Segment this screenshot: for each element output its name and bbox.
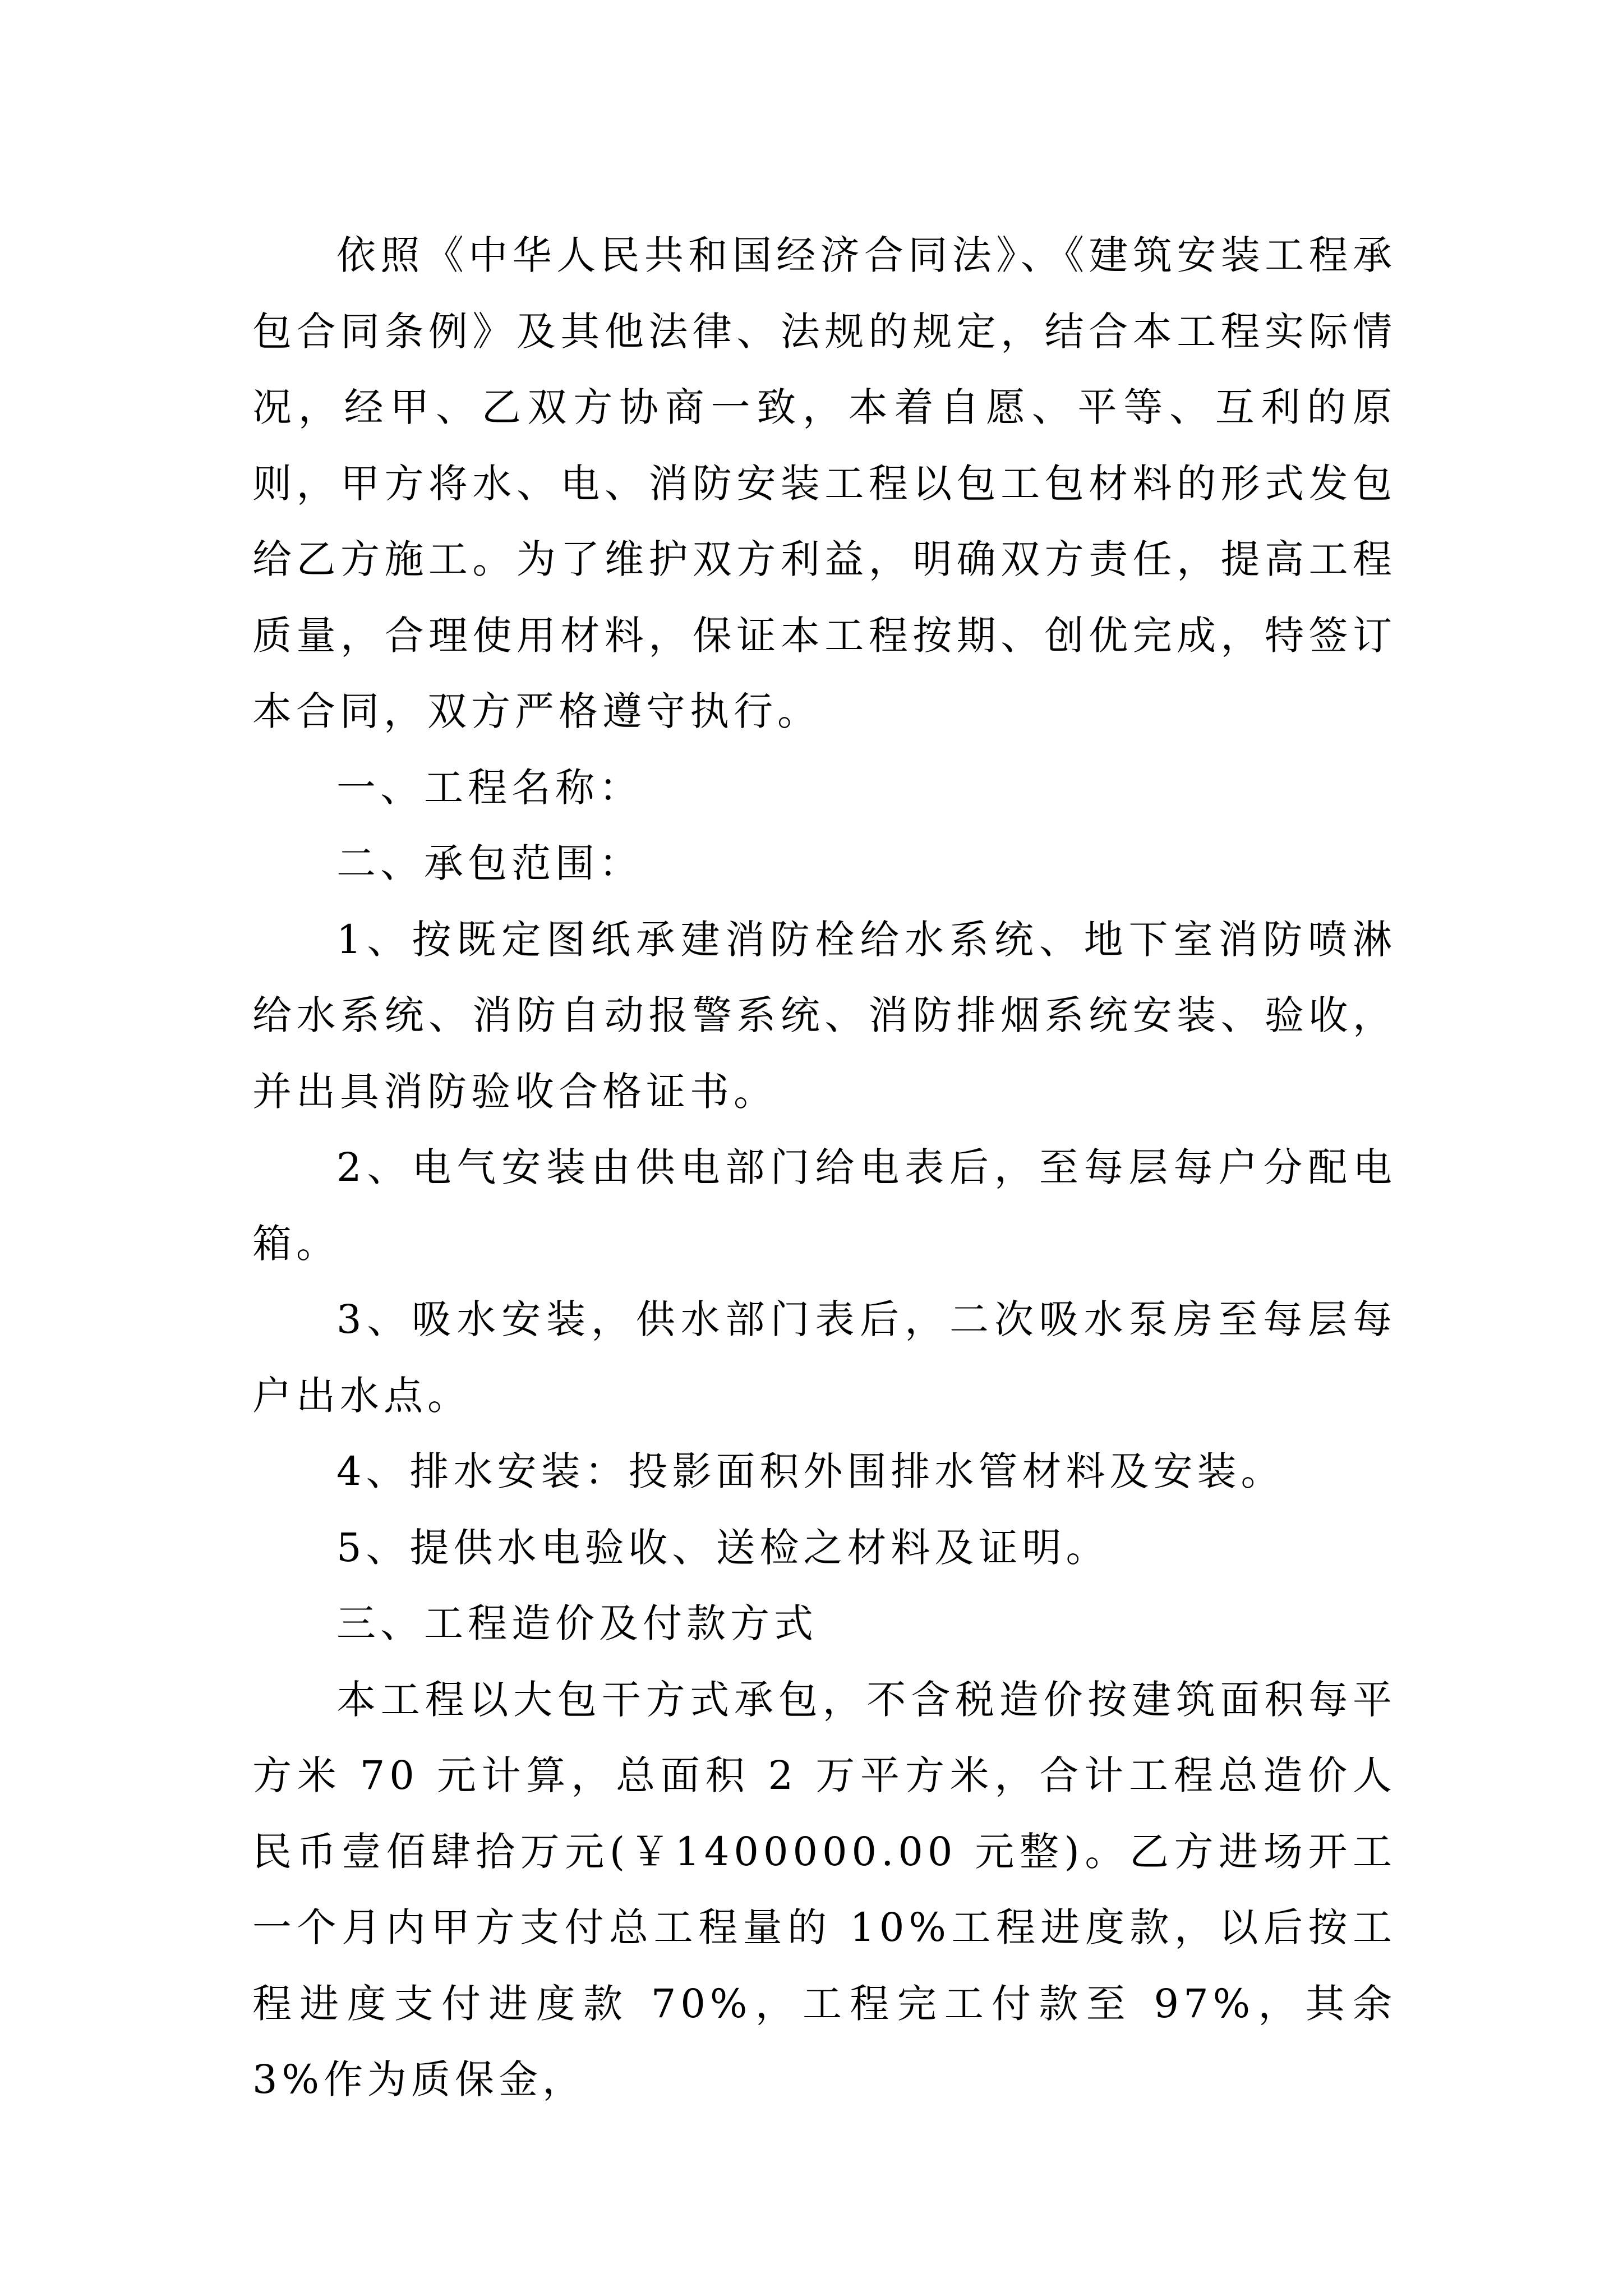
paragraph-cost-and-payment: 本工程以大包干方式承包，不含税造价按建筑面积每平方米 70 元计算，总面积 2 万平方米，合计工程总造价人民币壹佰肆拾万元(￥1400000.00 元整)。乙方进场开工一个月内甲方支付总工程量的 10%工程进度款，以后按工程进度支付进度款 70%，工程完工付款至 97%，其余 3%作为质保金， [252, 1676, 1414, 2102]
heading-contract-scope: 二、承包范围： [336, 840, 643, 886]
scope-item-2: 2、电气安装由供电部门给电表后，至每层每户分配电箱。 [252, 1144, 1396, 1267]
scope-item-3: 3、吸水安装，供水部门表后，二次吸水泵房至每层每户出水点。 [252, 1296, 1396, 1419]
scope-item-4: 4、排水安装：投影面积外围排水管材料及安装。 [336, 1448, 1285, 1494]
document-body [252, 218, 1414, 2118]
heading-project-name: 一、工程名称： [336, 764, 643, 811]
heading-cost-and-payment: 三、工程造价及付款方式 [336, 1600, 818, 1646]
paragraph-preamble: 依照《中华人民共和国经济合同法》、《建筑安装工程承包合同条例》及其他法律、法规的规定，结合本工程实际情况，经甲、乙双方协商一致，本着自愿、平等、互利的原则，甲方将水、电、消防安装工程以包工包材料的形式发包给乙方施工。为了维护双方利益，明确双方责任，提高工程质量，合理使用材料，保证本工程按期、创优完成，特签订本合同，双方严格遵守执行。 [252, 232, 1396, 734]
scope-item-1: 1、按既定图纸承建消防栓给水系统、地下室消防喷淋给水系统、消防自动报警系统、消防排烟系统安装、验收，并出具消防验收合格证书。 [252, 916, 1396, 1115]
scope-item-5: 5、提供水电验收、送检之材料及证明。 [336, 1524, 1110, 1571]
